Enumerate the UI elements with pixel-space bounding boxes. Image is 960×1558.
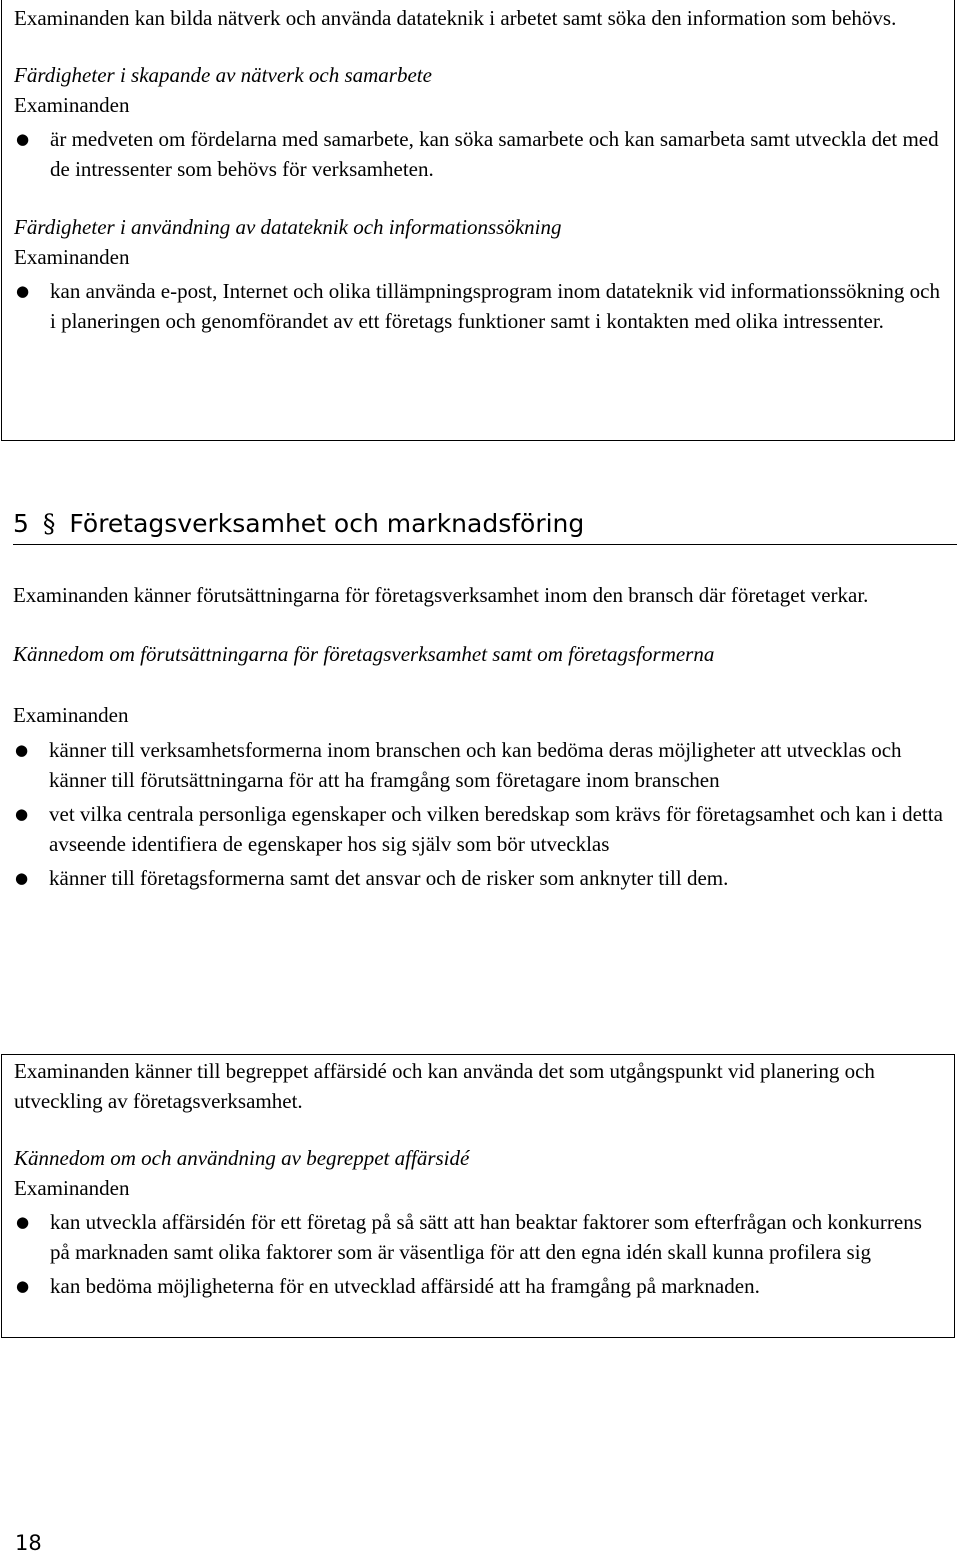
bullet-icon: ● bbox=[15, 805, 29, 823]
section-title: Företagsverksamhet och marknadsföring bbox=[69, 509, 585, 538]
criteria-box-networking bbox=[1, 0, 955, 441]
section-mark-icon: § bbox=[42, 509, 56, 538]
heading-business-idea: Kännedom om och användning av begreppet affärsidé bbox=[14, 1146, 470, 1170]
box2-intro: Examinanden känner till begreppet affärsidé och kan använda det som utgångspunkt vid planering och utveckling av företagsverksamhet. bbox=[14, 1059, 875, 1113]
list-item: ● kan använda e-post, Internet och olika tillämpningsprogram inom datateknik vid informationssökning och i planeringen och genomförandet av ett företags funktioner samt i kontakten med olika intressenter. bbox=[14, 276, 946, 336]
subject-label: Examinanden bbox=[14, 93, 130, 117]
list-item: ● känner till företagsformerna samt det ansvar och de risker som anknyter till dem. bbox=[13, 863, 945, 893]
business-idea-criteria-list bbox=[14, 1207, 946, 1301]
bullet-icon: ● bbox=[16, 130, 30, 148]
criteria-box-business-idea bbox=[1, 1054, 955, 1338]
list-item: ● känner till verksamhetsformerna inom branschen och kan bedöma deras möjligheter att utvecklas och känner till förutsättningarna för att ha framgång som företagare inom branschen bbox=[13, 735, 945, 795]
bullet-icon: ● bbox=[16, 1277, 30, 1295]
subject-label: Examinanden bbox=[14, 1176, 130, 1200]
datateknik-criteria-list bbox=[14, 276, 946, 336]
bullet-icon: ● bbox=[15, 741, 29, 759]
subject-label: Examinanden bbox=[13, 703, 129, 727]
box1-intro: Examinanden kan bilda nätverk och använda datateknik i arbetet samt söka den information som behövs. bbox=[14, 6, 897, 30]
bullet-icon: ● bbox=[16, 1213, 30, 1231]
section-body bbox=[13, 580, 945, 893]
list-item: ● kan utveckla affärsidén för ett företag på så sätt att han beaktar faktorer som efterfrågan och konkurrens på marknaden samt olika faktorer som är väsentliga för att den egna idén skall kunna profilera sig bbox=[14, 1207, 946, 1267]
heading-datateknik-skills: Färdigheter i användning av datateknik och informationssökning bbox=[14, 215, 562, 239]
section-number: 5 bbox=[13, 509, 29, 538]
page-number: 18 bbox=[15, 1531, 42, 1555]
heading-business-conditions: Kännedom om förutsättningarna för företagsverksamhet samt om företagsformerna bbox=[13, 642, 715, 666]
networking-criteria-list bbox=[14, 124, 946, 184]
bullet-icon: ● bbox=[15, 869, 29, 887]
section-heading bbox=[13, 504, 957, 545]
bullet-icon: ● bbox=[16, 282, 30, 300]
business-criteria-list bbox=[13, 735, 945, 893]
list-item: ● kan bedöma möjligheterna för en utvecklad affärsidé att ha framgång på marknaden. bbox=[14, 1271, 946, 1301]
subject-label: Examinanden bbox=[14, 245, 130, 269]
middle-intro: Examinanden känner förutsättningarna för företagsverksamhet inom den bransch där företaget verkar. bbox=[13, 583, 869, 607]
list-item: ● är medveten om fördelarna med samarbete, kan söka samarbete och kan samarbeta samt utveckla det med de intressenter som behövs för verksamheten. bbox=[14, 124, 946, 184]
list-item: ● vet vilka centrala personliga egenskaper och vilken beredskap som krävs för företagsamhet och kan i detta avseende identifiera de egenskaper hos sig själv som bör utvecklas bbox=[13, 799, 945, 859]
heading-networking-skills: Färdigheter i skapande av nätverk och samarbete bbox=[14, 63, 432, 87]
